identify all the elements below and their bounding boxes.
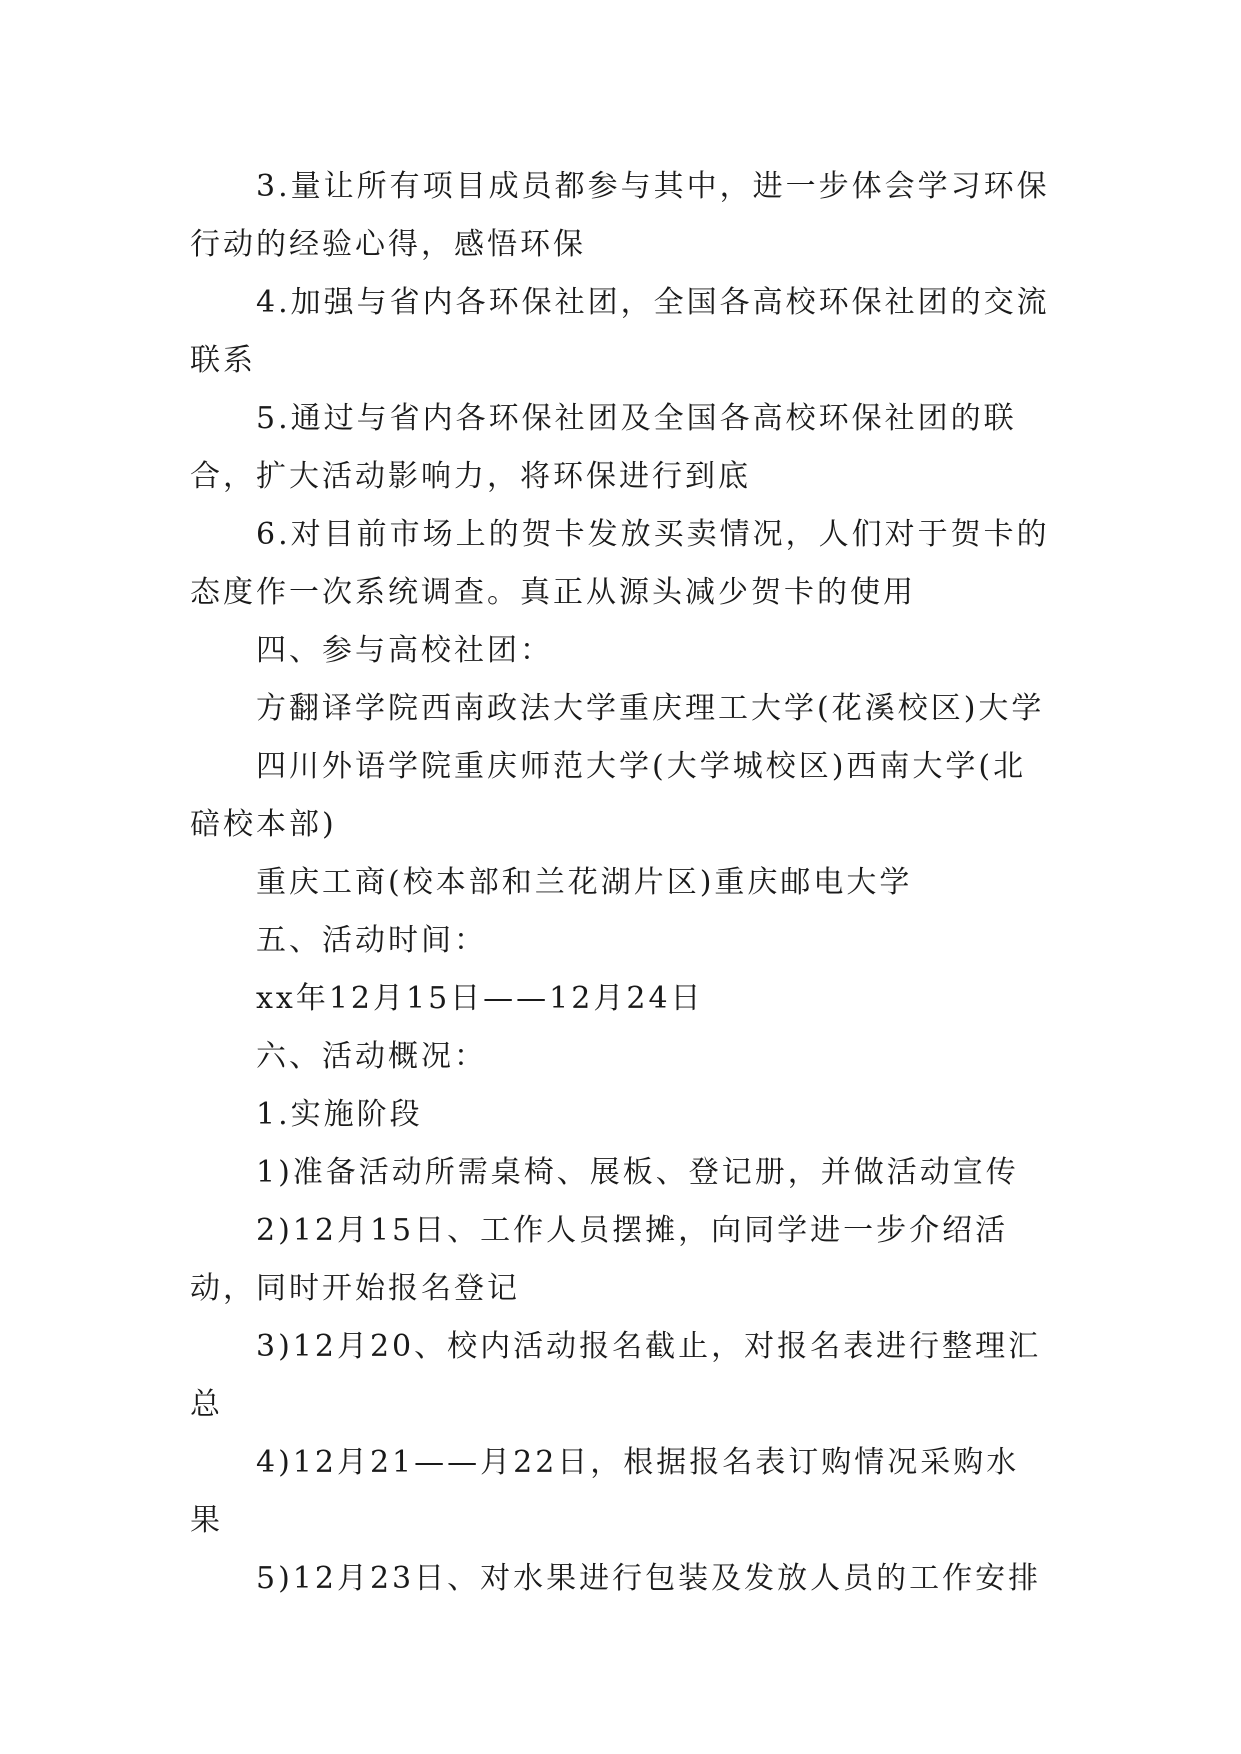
paragraph-step-4: 4)12月21——月22日，根据报名表订购情况采购水果 [190, 1445, 1020, 1538]
paragraph-universities-1: 方翻译学院西南政法大学重庆理工大学(花溪校区)大学 [256, 691, 1045, 726]
paragraph-goal-4: 4.加强与省内各环保社团，全国各高校环保社团的交流联系 [190, 285, 1050, 378]
paragraph-goal-3: 3.量让所有项目成员都参与其中，进一步体会学习环保行动的经验心得，感悟环保 [190, 169, 1050, 262]
paragraph-universities-3: 重庆工商(校本部和兰花湖片区)重庆邮电大学 [256, 865, 913, 900]
paragraph-step-5: 5)12月23日、对水果进行包装及发放人员的工作安排 [256, 1561, 1042, 1596]
section-heading-participants: 四、参与高校社团： [256, 633, 553, 668]
paragraph-goal-6: 6.对目前市场上的贺卡发放买卖情况，人们对于贺卡的态度作一次系统调查。真正从源头减少贺卡的使用 [190, 517, 1050, 610]
paragraph-step-3: 3)12月20、校内活动报名截止，对报名表进行整理汇总 [190, 1329, 1042, 1422]
paragraph-phase-title: 1.实施阶段 [256, 1097, 423, 1132]
section-heading-time: 五、活动时间： [256, 923, 487, 958]
paragraph-universities-2: 四川外语学院重庆师范大学(大学城校区)西南大学(北碚校本部) [190, 749, 1027, 842]
paragraph-step-1: 1)准备活动所需桌椅、展板、登记册，并做活动宣传 [256, 1155, 1019, 1190]
section-heading-overview: 六、活动概况： [256, 1039, 487, 1074]
document-body [190, 158, 1050, 1608]
paragraph-step-2: 2)12月15日、工作人员摆摊，向同学进一步介绍活动，同时开始报名登记 [190, 1213, 1009, 1306]
paragraph-date-range: xx年12月15日——12月24日 [256, 981, 704, 1016]
paragraph-goal-5: 5.通过与省内各环保社团及全国各高校环保社团的联合，扩大活动影响力，将环保进行到底 [190, 401, 1017, 494]
